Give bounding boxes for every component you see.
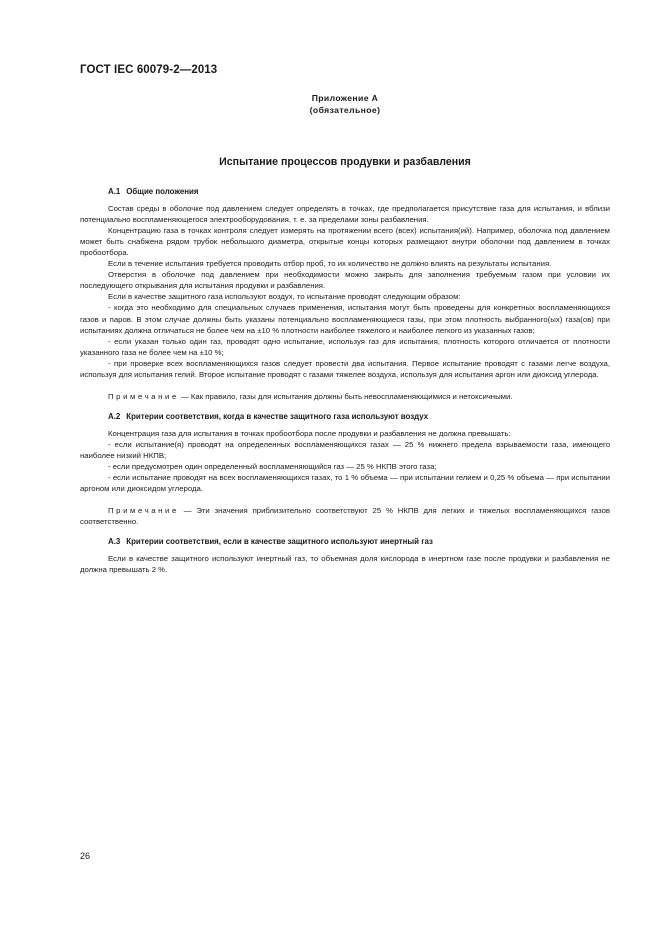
note-text: — Эти значения приблизительно соответствуют 25 % НКПВ для легких и тяжелых воспламеняющихся газов соответственно. [80,506,610,527]
spacer [80,494,610,500]
spacer [80,527,610,536]
section-title: Критерии соответствия, если в качестве защитного используют инертный газ [126,537,433,547]
section-heading-a2 [80,411,610,422]
appendix-block [80,92,610,116]
page-number: 26 [80,851,91,861]
standard-header: ГОСТ IEC 60079-2—2013 [80,64,218,76]
section-heading-a1 [80,186,610,197]
paragraph: Если в течение испытания требуется проводить отбор проб, то их количество не должно влиять на результаты испытания. [108,259,552,269]
section-number: А.1 [108,187,121,196]
section-title: Критерии соответствия, когда в качестве защитного газа используют воздух [126,411,429,421]
appendix-status: (обязательное) [309,105,381,115]
section-number: А.3 [108,537,121,547]
section-number: А.2 [108,411,121,421]
list-item: - если указан только один газ, проводят одно испытание, используя газ для испытания, плотность которого отличается от плотности указанного газа не более чем на ±10 %; [80,336,610,357]
paragraph: Состав среды в оболочке под давлением следует определять в точках, где предполагается присутствие газа для испытания, и вблизи потенциально воспламеняющегося электрооборудования, т. е. за пределами зоны разбавления. [80,204,610,225]
paragraph: Если в качестве защитного газа используют воздух, то испытание проводят следующим образом: [108,292,461,302]
list-item: - если испытание(я) проводят на определенных воспламеняющихся газах — 25 % нижнего предела взрываемости газа, имеющего наиболее низкий НКПВ; [80,439,610,460]
paragraph: Концентрация газа для испытания в точках пробоотбора после продувки и разбавления не должна превышать: [108,428,511,438]
paragraph: Отверстия в оболочке под давлением при необходимости можно закрыть для заполнения требуемым газом при условии их последующего открывания для испытания продувки и разбавления. [80,270,610,291]
note [80,505,610,527]
document-body [80,186,610,575]
spacer [80,380,610,386]
note [80,391,610,402]
list-item: - если испытание проводят на всех воспламеняющихся газах, то 1 % объема — при испытании гелием и 0,25 % объема — при испытании аргоном или диоксидом углерода. [80,473,610,494]
list-item: - если предусмотрен один определенный воспламеняющийся газ — 25 % НКПВ этого газа; [108,462,437,472]
paragraph: Концентрацию газа в точках контроля следует измерять на протяжении всего (всех) испытания(ий). Например, оболочка под давлением может быть снабжена рядом трубок небольшого диаметра, открытые концы которых размещают внутри оболочки под давлением в точках пробоотбора. [80,226,610,258]
note-label: Примечание [108,391,179,401]
spacer [80,402,610,411]
appendix-title: Испытание процессов продувки и разбавления [219,156,471,168]
list-item: - когда это необходимо для специальных случаев применения, испытания могут быть проведены для конкретных воспламеняющихся газов и паров. В этом случае должны быть указаны потенциально воспламеняющиеся газы, при этом плотность выбранного(ых) газа(ов) при испытаниях должна отличаться не более чем на ±10 % плотности наиболее тяжелого и наиболее легкого из указанных газов; [80,303,610,335]
list-item: - при проверке всех воспламеняющихся газов следует провести два испытания. Первое испытание проводят с газами легче воздуха, используя для испытания гелий. Второе испытание проводят с газами тяжелее воздуха, используя для испытания аргон или диоксид углерода. [80,358,610,379]
section-heading-a3 [80,536,610,547]
section-title: Общие положения [126,187,199,196]
appendix-label: Приложение А [311,93,379,103]
note-label: Примечание [108,506,179,516]
note-text: — Как правило, газы для испытания должны быть невоспламеняющимися и нетоксичными. [181,391,513,401]
paragraph: Если в качестве защитного используют инертный газ, то объемная доля кислорода в инертном газе после продувки и разбавления не должна превышать 2 %. [80,554,610,575]
